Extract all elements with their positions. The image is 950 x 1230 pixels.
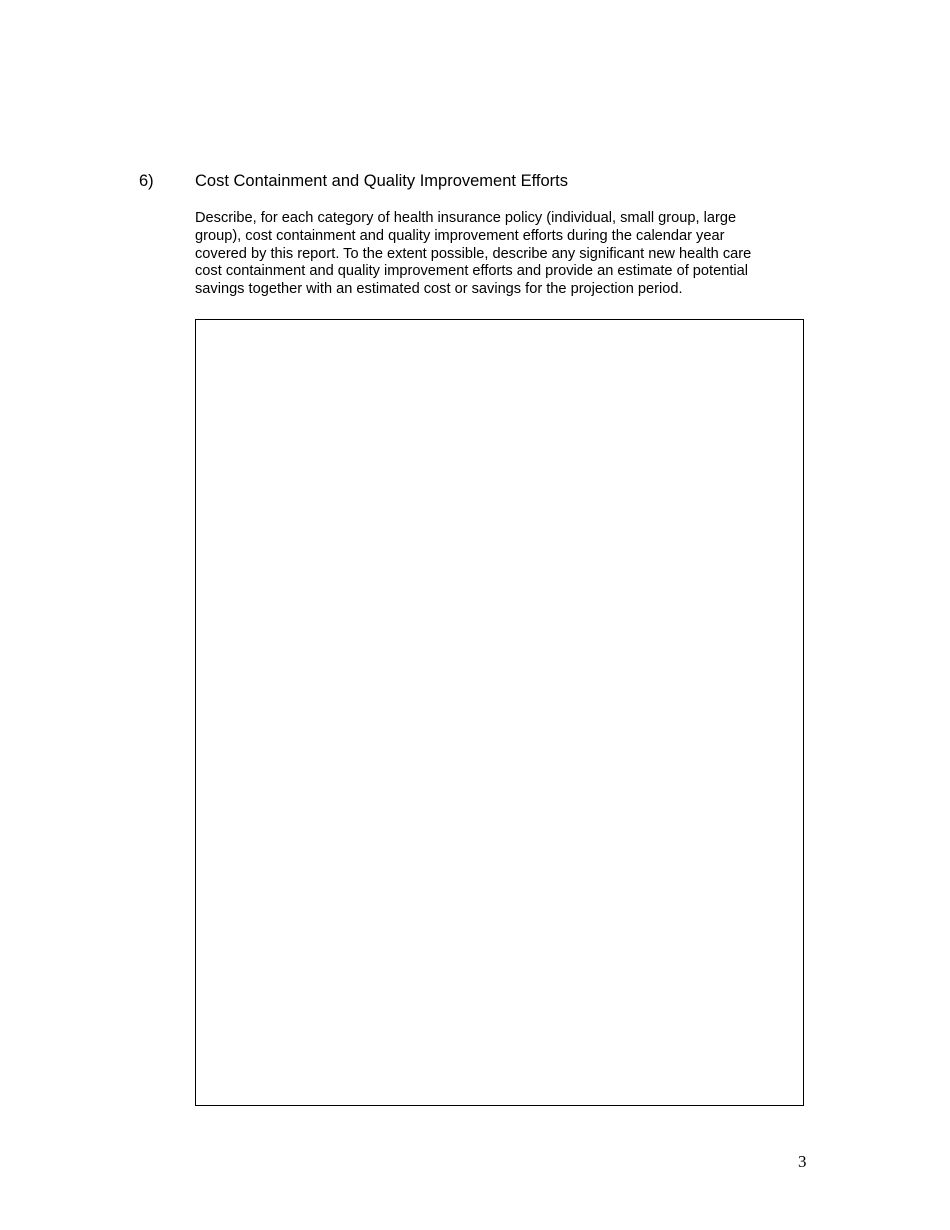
instructions-line: covered by this report. To the extent possible, describe any significant new health care bbox=[195, 245, 752, 262]
page-number: 3 bbox=[798, 1152, 807, 1171]
section-instructions bbox=[195, 210, 807, 299]
instructions-line: cost containment and quality improvement efforts and provide an estimate of potential bbox=[195, 263, 748, 280]
instructions-line: group), cost containment and quality improvement efforts during the calendar year bbox=[195, 227, 725, 244]
response-box[interactable] bbox=[195, 319, 804, 1106]
section-number: 6) bbox=[139, 172, 154, 190]
section-title: Cost Containment and Quality Improvement Efforts bbox=[195, 172, 568, 190]
instructions-line: savings together with an estimated cost or savings for the projection period. bbox=[195, 281, 683, 298]
instructions-line: Describe, for each category of health insurance policy (individual, small group, large bbox=[195, 210, 737, 226]
